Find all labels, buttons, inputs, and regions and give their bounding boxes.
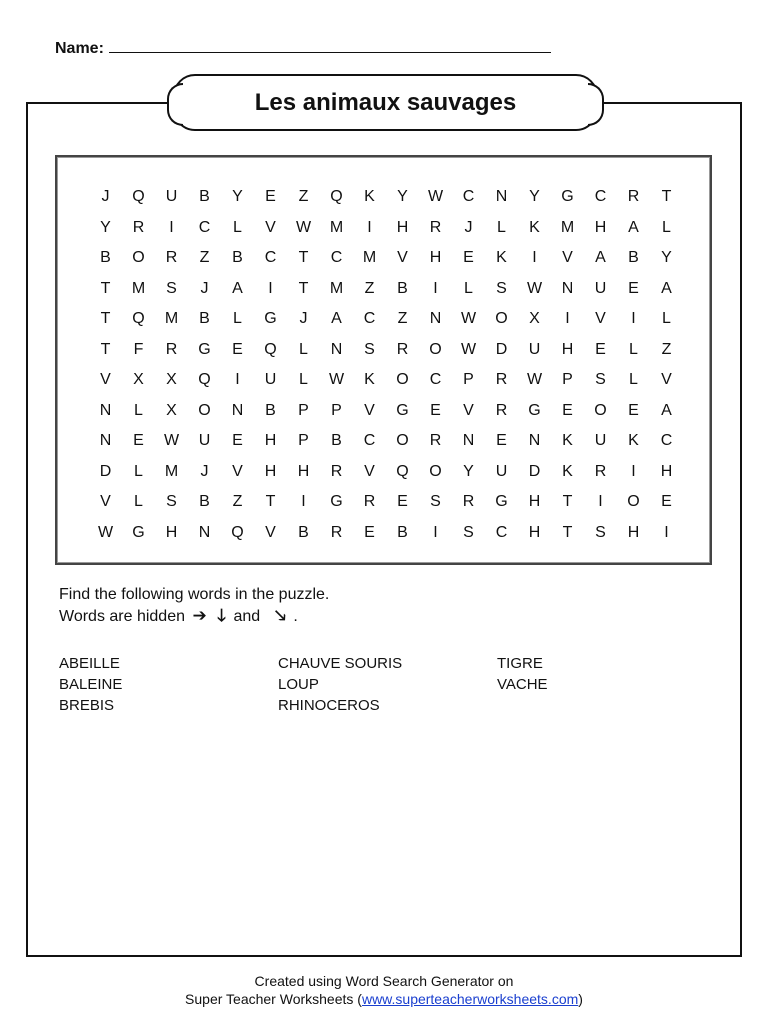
grid-letter: J <box>299 310 308 327</box>
grid-letter: E <box>232 432 243 449</box>
grid-letter: X <box>133 371 144 388</box>
grid-letter: H <box>165 523 178 541</box>
grid-letter: A <box>628 218 639 236</box>
grid-letter: R <box>429 218 442 236</box>
grid-letter: Q <box>132 310 145 327</box>
grid-letter: N <box>561 279 574 297</box>
grid-letter: B <box>232 249 243 266</box>
word-list-item: TIGRE <box>497 655 543 672</box>
grid-letter: R <box>495 401 508 419</box>
word-list-item: LOUP <box>278 676 319 693</box>
grid-letter: O <box>495 310 508 327</box>
grid-row <box>89 182 683 213</box>
grid-letter: E <box>562 401 573 419</box>
grid-letter: S <box>595 371 606 388</box>
grid-letter: B <box>199 310 210 327</box>
grid-letter: K <box>364 371 375 388</box>
grid-letter: Z <box>199 249 210 266</box>
grid-letter: R <box>594 462 607 480</box>
grid-letter: M <box>329 218 344 236</box>
grid-letter: T <box>562 523 573 541</box>
grid-letter: C <box>495 523 508 541</box>
grid-row <box>89 365 683 396</box>
grid-letter: C <box>594 188 607 205</box>
footer-link[interactable]: www.superteacherworksheets.com <box>361 991 579 1007</box>
grid-letter: H <box>264 432 277 449</box>
grid-letter: E <box>265 188 276 205</box>
grid-row <box>89 518 683 549</box>
grid-letter: A <box>661 401 672 419</box>
grid-letter: R <box>363 493 376 510</box>
grid-letter: E <box>595 340 606 358</box>
grid-letter: H <box>594 218 607 236</box>
grid-letter: A <box>595 249 606 266</box>
grid-letter: M <box>164 310 179 327</box>
grid-letter: I <box>235 371 240 388</box>
grid-letter: I <box>367 218 372 236</box>
grid-letter: V <box>100 493 111 510</box>
grid-letter: I <box>301 493 306 510</box>
grid-letter: W <box>328 371 345 388</box>
grid-letter: T <box>100 340 111 358</box>
grid-letter: K <box>364 188 375 205</box>
grid-letter: L <box>629 371 638 388</box>
grid-letter: O <box>594 401 607 419</box>
grid-letter: M <box>362 249 377 266</box>
grid-letter: S <box>364 340 375 358</box>
grid-letter: N <box>528 432 541 449</box>
grid-letter: M <box>131 279 146 297</box>
grid-letter: H <box>429 249 442 266</box>
grid-letter: S <box>166 493 177 510</box>
grid-letter: A <box>661 279 672 297</box>
grid-letter: S <box>496 279 507 297</box>
grid-letter: C <box>198 218 211 236</box>
grid-letter: G <box>132 523 145 541</box>
instructions-line-2 <box>59 605 329 627</box>
grid-letter: R <box>429 432 442 449</box>
grid-letter: L <box>662 310 671 327</box>
page-title: Les animaux sauvages <box>173 74 598 131</box>
grid-letter: E <box>364 523 375 541</box>
grid-letter: P <box>298 401 309 419</box>
grid-letter: C <box>429 371 442 388</box>
grid-letter: R <box>462 493 475 510</box>
grid-letter: K <box>628 432 639 449</box>
grid-letter: R <box>330 523 343 541</box>
grid-letter: R <box>495 371 508 388</box>
arrow-diagonal-icon: 🡖 <box>274 606 286 625</box>
word-list-item: VACHE <box>497 676 548 693</box>
grid-letter: R <box>627 188 640 205</box>
grid-letter: W <box>163 432 180 449</box>
grid-letter: I <box>169 218 174 236</box>
grid-letter: D <box>495 340 508 358</box>
grid-letter: U <box>165 188 178 205</box>
grid-letter: L <box>299 371 308 388</box>
grid-letter: L <box>134 493 143 510</box>
word-list-item: ABEILLE <box>59 655 120 672</box>
grid-letter: L <box>497 218 506 236</box>
footer-line-2 <box>0 990 768 1008</box>
grid-letter: W <box>526 371 543 388</box>
grid-letter: B <box>331 432 342 449</box>
grid-letter: N <box>99 401 112 419</box>
grid-letter: U <box>594 432 607 449</box>
instructions <box>59 584 329 627</box>
grid-letter: N <box>198 523 211 541</box>
grid-letter: V <box>397 249 408 266</box>
letter-grid <box>89 182 683 548</box>
grid-letter: T <box>562 493 573 510</box>
grid-letter: R <box>165 340 178 358</box>
footer <box>0 972 768 1008</box>
grid-letter: H <box>297 462 310 480</box>
grid-letter: M <box>560 218 575 236</box>
grid-letter: E <box>496 432 507 449</box>
grid-letter: G <box>198 340 211 358</box>
grid-letter: K <box>529 218 540 236</box>
grid-letter: Q <box>198 371 211 388</box>
grid-letter: A <box>331 310 342 327</box>
grid-letter: R <box>330 462 343 480</box>
grid-letter: E <box>628 279 639 297</box>
arrow-down-icon: 🡓 <box>217 606 226 625</box>
grid-letter: Y <box>397 188 408 205</box>
grid-letter: S <box>463 523 474 541</box>
grid-letter: R <box>132 218 145 236</box>
grid-row <box>89 396 683 427</box>
grid-letter: V <box>265 523 276 541</box>
word-list-item: BREBIS <box>59 697 115 714</box>
grid-letter: W <box>526 279 543 297</box>
grid-row <box>89 457 683 488</box>
grid-letter: S <box>595 523 606 541</box>
grid-letter: N <box>462 432 475 449</box>
grid-letter: E <box>397 493 408 510</box>
grid-letter: V <box>364 462 375 480</box>
footer-suffix: ) <box>578 991 583 1007</box>
instructions-prefix: Words are hidden <box>59 608 185 625</box>
grid-letter: I <box>268 279 273 297</box>
grid-letter: W <box>97 523 114 541</box>
grid-letter: B <box>628 249 639 266</box>
grid-letter: Y <box>232 188 243 205</box>
grid-letter: I <box>433 279 438 297</box>
grid-letter: X <box>166 401 177 419</box>
grid-letter: T <box>265 493 276 510</box>
grid-letter: J <box>464 218 473 236</box>
instructions-line-1: Find the following words in the puzzle. <box>59 586 330 603</box>
grid-letter: E <box>133 432 144 449</box>
footer-prefix: Super Teacher Worksheets ( <box>185 991 362 1007</box>
name-label: Name: <box>55 40 104 57</box>
word-list-item: CHAUVE SOURIS <box>278 655 403 672</box>
grid-letter: C <box>462 188 475 205</box>
grid-letter: O <box>627 493 640 510</box>
grid-letter: Y <box>463 462 474 480</box>
grid-row <box>89 335 683 366</box>
grid-letter: G <box>330 493 343 510</box>
grid-letter: N <box>429 310 442 327</box>
grid-letter: V <box>562 249 573 266</box>
grid-letter: E <box>661 493 672 510</box>
grid-letter: C <box>363 432 376 449</box>
grid-letter: U <box>264 371 277 388</box>
grid-letter: G <box>561 188 574 205</box>
grid-letter: V <box>232 462 243 480</box>
grid-letter: D <box>528 462 541 480</box>
grid-letter: H <box>528 493 541 510</box>
grid-letter: K <box>562 462 573 480</box>
grid-letter: K <box>496 249 507 266</box>
grid-letter: I <box>433 523 438 541</box>
grid-letter: Z <box>232 493 243 510</box>
grid-letter: Y <box>661 249 672 266</box>
grid-letter: E <box>463 249 474 266</box>
grid-letter: I <box>598 493 603 510</box>
grid-letter: L <box>629 340 638 358</box>
grid-letter: Q <box>132 188 145 205</box>
grid-letter: Y <box>100 218 111 236</box>
grid-letter: G <box>264 310 277 327</box>
grid-letter: T <box>661 188 672 205</box>
grid-letter: H <box>627 523 640 541</box>
word-list-item: RHINOCEROS <box>278 697 380 714</box>
grid-letter: V <box>661 371 672 388</box>
grid-letter: W <box>427 188 444 205</box>
instructions-period: . <box>293 608 298 625</box>
grid-letter: V <box>265 218 276 236</box>
grid-letter: Y <box>529 188 540 205</box>
grid-letter: K <box>562 432 573 449</box>
grid-letter: J <box>200 462 209 480</box>
grid-letter: M <box>164 462 179 480</box>
grid-letter: B <box>265 401 276 419</box>
grid-letter: O <box>396 371 409 388</box>
grid-row <box>89 243 683 274</box>
word-list-column-2 <box>278 653 402 716</box>
grid-letter: T <box>298 249 309 266</box>
grid-letter: I <box>631 462 636 480</box>
grid-letter: G <box>396 401 409 419</box>
arrow-right-icon: ➔ <box>192 606 207 625</box>
grid-letter: M <box>329 279 344 297</box>
grid-letter: G <box>495 493 508 510</box>
grid-letter: H <box>561 340 574 358</box>
grid-letter: O <box>132 249 145 266</box>
grid-letter: P <box>298 432 309 449</box>
grid-letter: B <box>199 188 210 205</box>
grid-letter: L <box>134 401 143 419</box>
grid-letter: J <box>101 188 110 205</box>
grid-letter: N <box>231 401 244 419</box>
grid-letter: C <box>330 249 343 266</box>
grid-letter: L <box>299 340 308 358</box>
grid-letter: R <box>396 340 409 358</box>
grid-letter: O <box>198 401 211 419</box>
grid-letter: L <box>233 310 242 327</box>
instructions-and: and <box>233 608 261 625</box>
grid-letter: H <box>528 523 541 541</box>
grid-letter: I <box>631 310 636 327</box>
grid-letter: Z <box>298 188 309 205</box>
grid-letter: U <box>495 462 508 480</box>
grid-row <box>89 487 683 518</box>
name-field <box>55 38 551 58</box>
grid-letter: Q <box>264 340 277 358</box>
grid-letter: H <box>396 218 409 236</box>
grid-letter: Z <box>661 340 672 358</box>
grid-row <box>89 274 683 305</box>
grid-letter: T <box>100 279 111 297</box>
grid-letter: B <box>397 523 408 541</box>
grid-letter: C <box>264 249 277 266</box>
grid-letter: B <box>199 493 210 510</box>
grid-letter: V <box>364 401 375 419</box>
grid-letter: O <box>396 432 409 449</box>
grid-letter: N <box>495 188 508 205</box>
grid-letter: E <box>628 401 639 419</box>
grid-letter: R <box>165 249 178 266</box>
grid-letter: X <box>166 371 177 388</box>
grid-letter: L <box>233 218 242 236</box>
grid-letter: V <box>595 310 606 327</box>
footer-line-1: Created using Word Search Generator on <box>254 973 514 989</box>
grid-letter: E <box>430 401 441 419</box>
grid-letter: H <box>660 462 673 480</box>
grid-letter: F <box>133 340 144 358</box>
grid-letter: O <box>429 462 442 480</box>
grid-letter: X <box>529 310 540 327</box>
grid-letter: I <box>565 310 570 327</box>
grid-letter: N <box>330 340 343 358</box>
grid-letter: Q <box>330 188 343 205</box>
grid-letter: P <box>331 401 342 419</box>
grid-letter: I <box>664 523 669 541</box>
grid-letter: B <box>298 523 309 541</box>
grid-letter: U <box>528 340 541 358</box>
grid-letter: E <box>232 340 243 358</box>
grid-letter: L <box>662 218 671 236</box>
grid-letter: W <box>295 218 312 236</box>
word-list-item: BALEINE <box>59 676 123 693</box>
grid-letter: D <box>99 462 112 480</box>
grid-letter: C <box>363 310 376 327</box>
grid-letter: S <box>166 279 177 297</box>
grid-letter: P <box>562 371 573 388</box>
word-list-column-3 <box>497 653 548 695</box>
grid-letter: Z <box>397 310 408 327</box>
grid-row <box>89 426 683 457</box>
grid-letter: Q <box>396 462 409 480</box>
grid-letter: N <box>99 432 112 449</box>
grid-letter: J <box>200 279 209 297</box>
grid-letter: S <box>430 493 441 510</box>
grid-letter: V <box>463 401 474 419</box>
grid-letter: L <box>464 279 473 297</box>
grid-letter: P <box>463 371 474 388</box>
grid-letter: T <box>100 310 111 327</box>
grid-letter: W <box>460 310 477 327</box>
grid-letter: L <box>134 462 143 480</box>
grid-letter: Z <box>364 279 375 297</box>
grid-letter: H <box>264 462 277 480</box>
grid-letter: A <box>232 279 243 297</box>
grid-letter: U <box>594 279 607 297</box>
grid-letter: W <box>460 340 477 358</box>
grid-letter: B <box>100 249 111 266</box>
grid-letter: C <box>660 432 673 449</box>
grid-row <box>89 213 683 244</box>
grid-letter: I <box>532 249 537 266</box>
grid-letter: V <box>100 371 111 388</box>
grid-row <box>89 304 683 335</box>
grid-letter: Q <box>231 523 244 541</box>
grid-letter: G <box>528 401 541 419</box>
word-list-column-1 <box>59 653 122 716</box>
grid-letter: U <box>198 432 211 449</box>
name-blank-line <box>109 38 551 53</box>
grid-letter: O <box>429 340 442 358</box>
grid-letter: B <box>397 279 408 297</box>
grid-letter: T <box>298 279 309 297</box>
